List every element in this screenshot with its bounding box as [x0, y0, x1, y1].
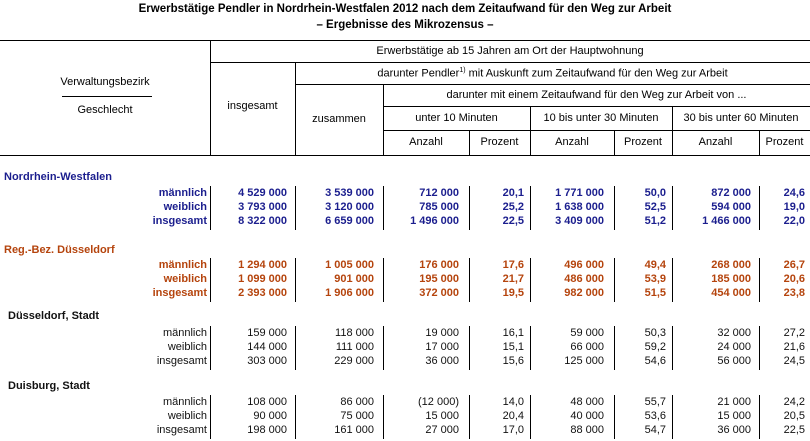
table-cell: 48 000	[570, 396, 604, 408]
header-bottom-rule	[0, 155, 810, 156]
table-row	[0, 341, 810, 355]
table-cell: 1 294 000	[238, 259, 287, 271]
table-cell: 785 000	[419, 201, 459, 213]
table-cell: 3 120 000	[325, 201, 374, 213]
table-cell: 982 000	[564, 287, 604, 299]
stub-header-top: Verwaltungsbezirk	[60, 76, 150, 88]
table-cell: 19 000	[425, 327, 459, 339]
table-cell: 88 000	[570, 424, 604, 436]
col-header-g1-prozent: Prozent	[480, 136, 519, 148]
table-cell: 27,2	[783, 327, 805, 339]
table-row	[0, 410, 810, 424]
row-label: insgesamt	[156, 355, 207, 367]
table-cell: 111 000	[335, 341, 374, 353]
table-cell: 56 000	[717, 355, 751, 367]
table-cell: 1 771 000	[555, 187, 604, 199]
table-cell: 20,4	[502, 410, 524, 422]
table-cell: 15 000	[717, 410, 751, 422]
table-row	[0, 355, 810, 369]
col-header-insgesamt: insgesamt	[227, 100, 278, 112]
table-cell: 454 000	[711, 287, 751, 299]
span-header-pendler	[295, 67, 810, 80]
header-rule-4	[383, 130, 810, 131]
row-label: weiblich	[167, 410, 207, 422]
table-cell: 40 000	[570, 410, 604, 422]
table-cell: 3 793 000	[238, 201, 287, 213]
row-label: weiblich	[163, 201, 207, 213]
table-cell: 268 000	[711, 259, 751, 271]
table-cell: 161 000	[334, 424, 374, 436]
row-label: männlich	[162, 396, 207, 408]
header-rule-3	[383, 106, 810, 107]
table-cell: 54,7	[644, 424, 666, 436]
table-cell: 20,1	[502, 187, 524, 199]
table-cell: 303 000	[247, 355, 287, 367]
table-cell: 19,5	[502, 287, 524, 299]
table-row	[0, 424, 810, 438]
col-header-g2-prozent: Prozent	[624, 136, 662, 148]
table-cell: 3 539 000	[325, 187, 374, 199]
table-cell: 16,1	[502, 327, 524, 339]
table-cell: 66 000	[570, 341, 604, 353]
table-cell: 6 659 000	[325, 215, 374, 227]
table-cell: 14,0	[502, 396, 524, 408]
table-cell: 26,7	[783, 259, 805, 271]
group-name: Reg.-Bez. Düsseldorf	[4, 244, 115, 256]
header-rule-1	[210, 62, 810, 63]
span-header-pendler-pre: darunter Pendler	[377, 67, 460, 80]
table-cell: 901 000	[334, 273, 374, 285]
table-title: Erwerbstätige Pendler in Nordrhein-Westfalen 2012 nach dem Zeitaufwand für den Weg zur Arbeit	[138, 3, 672, 15]
header-divider-stub	[210, 40, 211, 155]
table-cell: 372 000	[419, 287, 459, 299]
table-cell: 36 000	[425, 355, 459, 367]
span-header-all: Erwerbstätige ab 15 Jahren am Ort der Hauptwohnung	[376, 45, 644, 57]
table-row	[0, 187, 810, 201]
group-name: Nordrhein-Westfalen	[4, 171, 112, 183]
table-cell: 24 000	[717, 341, 751, 353]
row-label: insgesamt	[152, 287, 207, 299]
col-header-g3-anzahl: Anzahl	[698, 136, 733, 148]
table-cell: 55,7	[644, 396, 666, 408]
table-cell: 22,5	[502, 215, 524, 227]
header-rule-2	[295, 84, 810, 85]
table-cell: 144 000	[247, 341, 287, 353]
stub-header-bottom: Geschlecht	[77, 104, 133, 116]
table-cell: 17,0	[502, 424, 524, 436]
table-cell: 86 000	[340, 396, 374, 408]
group-name: Düsseldorf, Stadt	[8, 310, 100, 322]
row-label: weiblich	[167, 341, 207, 353]
table-cell: 25,2	[502, 201, 524, 213]
table-cell: 594 000	[711, 201, 751, 213]
table-cell: 118 000	[335, 327, 374, 339]
table-row	[0, 327, 810, 341]
table-row	[0, 396, 810, 410]
table-cell: 195 000	[419, 273, 459, 285]
col-header-g3-prozent: Prozent	[765, 136, 804, 148]
table-cell: 1 638 000	[555, 201, 604, 213]
table-cell: 4 529 000	[238, 187, 287, 199]
table-cell: 53,6	[644, 410, 666, 422]
table-cell: 24,2	[783, 396, 805, 408]
table-cell: 17 000	[425, 341, 459, 353]
col-header-g1-anzahl: Anzahl	[409, 136, 443, 148]
table-cell: 486 000	[564, 273, 604, 285]
table-cell: 1 466 000	[702, 215, 751, 227]
table-cell: 108 000	[247, 396, 287, 408]
table-cell: 24,5	[783, 355, 805, 367]
group-name: Duisburg, Stadt	[8, 380, 90, 392]
table-cell: 125 000	[564, 355, 604, 367]
col-header-zusammen: zusammen	[312, 113, 366, 125]
table-row	[0, 287, 810, 301]
table-cell: 176 000	[419, 259, 459, 271]
table-cell: 50,3	[644, 327, 666, 339]
table-cell: 185 000	[711, 273, 751, 285]
top-rule	[0, 40, 810, 41]
table-row	[0, 259, 810, 273]
table-cell: 19,0	[783, 201, 805, 213]
table-cell: 24,6	[783, 187, 805, 199]
row-label: insgesamt	[152, 215, 207, 227]
table-cell: (12 000)	[418, 396, 459, 408]
table-cell: 1 099 000	[238, 273, 287, 285]
table-cell: 36 000	[717, 424, 751, 436]
table-cell: 15,6	[502, 355, 524, 367]
table-cell: 23,8	[783, 287, 805, 299]
table-cell: 75 000	[340, 410, 374, 422]
table-cell: 8 322 000	[238, 215, 287, 227]
span-header-pendler-post: mit Auskunft zum Zeitaufwand für den Weg zur Arbeit	[465, 67, 728, 80]
table-cell: 90 000	[253, 410, 287, 422]
table-cell: 22,5	[783, 424, 805, 436]
row-label: insgesamt	[156, 424, 207, 436]
table-cell: 872 000	[711, 187, 751, 199]
col-header-g2-anzahl: Anzahl	[555, 136, 589, 148]
stub-header-rule	[62, 96, 152, 97]
table-cell: 49,4	[644, 259, 666, 271]
footnote-marker: 1)	[459, 67, 466, 74]
table-cell: 52,5	[644, 201, 666, 213]
table-cell: 229 000	[334, 355, 374, 367]
table-cell: 51,2	[644, 215, 666, 227]
table-cell: 1 005 000	[325, 259, 374, 271]
table-cell: 59,2	[644, 341, 666, 353]
table-cell: 21,7	[502, 273, 524, 285]
table-cell: 2 393 000	[238, 287, 287, 299]
table-cell: 1 496 000	[410, 215, 459, 227]
table-cell: 59 000	[570, 327, 604, 339]
row-label: weiblich	[163, 273, 207, 285]
table-cell: 50,0	[644, 187, 666, 199]
table-cell: 21,6	[783, 341, 805, 353]
table-cell: 15 000	[425, 410, 459, 422]
row-label: männlich	[158, 187, 207, 199]
table-cell: 712 000	[419, 187, 459, 199]
col-header-g2: 10 bis unter 30 Minuten	[543, 112, 659, 124]
table-cell: 51,5	[644, 287, 666, 299]
table-cell: 54,6	[644, 355, 666, 367]
table-row	[0, 215, 810, 229]
table-cell: 3 409 000	[555, 215, 604, 227]
table-cell: 1 906 000	[325, 287, 374, 299]
table-row	[0, 273, 810, 287]
table-cell: 32 000	[717, 327, 751, 339]
table-cell: 20,6	[783, 273, 805, 285]
table-cell: 159 000	[247, 327, 287, 339]
row-label: männlich	[162, 327, 207, 339]
table-cell: 53,9	[644, 273, 666, 285]
table-cell: 198 000	[247, 424, 287, 436]
span-header-zeit: darunter mit einem Zeitaufwand für den Weg zur Arbeit von ...	[446, 89, 747, 101]
table-cell: 21 000	[717, 396, 751, 408]
col-header-g1: unter 10 Minuten	[415, 112, 498, 124]
table-cell: 496 000	[564, 259, 604, 271]
table-cell: 22,0	[783, 215, 805, 227]
table-cell: 20,5	[783, 410, 805, 422]
table-cell: 15,1	[502, 341, 524, 353]
row-label: männlich	[158, 259, 207, 271]
table-cell: 27 000	[425, 424, 459, 436]
table-cell: 17,6	[502, 259, 524, 271]
col-header-g3: 30 bis unter 60 Minuten	[683, 112, 799, 124]
table-subtitle: – Ergebnisse des Mikrozensus –	[316, 19, 494, 31]
table-row	[0, 201, 810, 215]
